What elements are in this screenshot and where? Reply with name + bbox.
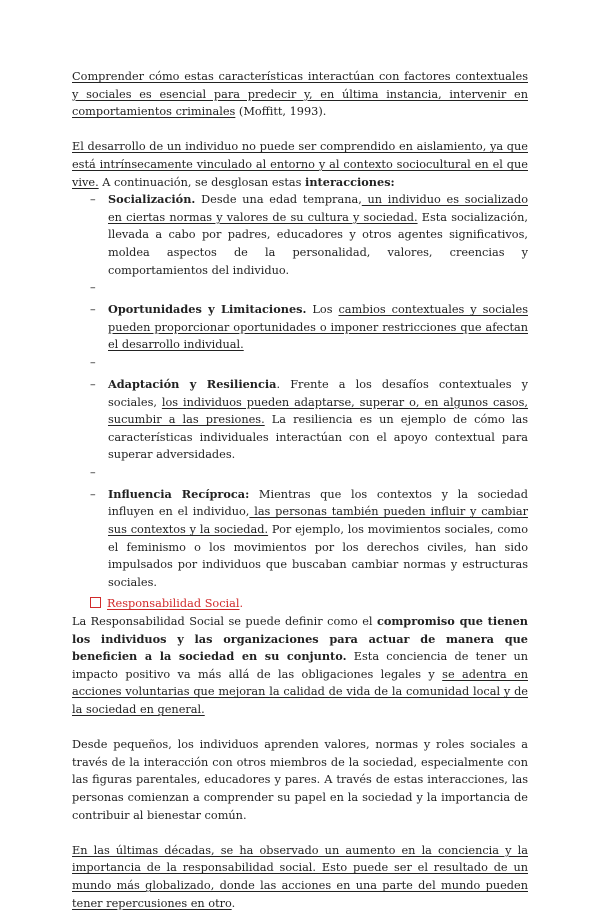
paragraph-learning: Desde pequeños, los individuos aprenden valores, normas y roles sociales a través de la interacción con otros miembros de la sociedad, especialmente con las figuras parentales, educadores y pares. A través de estas interacciones, las personas comienzan a comprender su papel en la sociedad y la importancia de contribuir al bienestar común. — [72, 738, 528, 822]
list-item-title: Adaptación y Resiliencia — [108, 376, 277, 391]
section-title: Responsabilidad Social — [107, 597, 240, 611]
list-item-title: Oportunidades y Limitaciones. — [108, 302, 307, 317]
underlined-text: las personas también pueden influir y cambiar sus contextos y la sociedad. — [108, 505, 528, 537]
paragraph-definition: La Responsabilidad Social se puede definir como el compromiso que tienen los individuos y las organizaciones para actuar de manera que beneficien a la sociedad en su conjunto. Esta conciencia de tener un impacto positivo va más allá de las obligaciones legales y se adentra en acciones voluntarias que mejoran la calidad de vida de la comunidad local y de la sociedad en general. — [72, 614, 528, 716]
list-item-title: Influencia Recíproca: — [108, 486, 250, 501]
spacer — [108, 279, 528, 301]
spacer — [108, 464, 528, 486]
document-page — [72, 68, 528, 912]
interactions-list — [72, 191, 528, 591]
citation: (Moffitt, 1993). — [235, 105, 327, 119]
underlined-text: un individuo es socializado en ciertas normas y valores de su cultura y sociedad. — [108, 193, 528, 224]
paragraph-intro — [72, 68, 528, 121]
list-item-oportunidades: – Oportunidades y Limitaciones. Los cambios contextuales y sociales pueden proporcionar oportunidades o imponer restricciones que afectan el desarrollo individual. — [108, 301, 528, 354]
list-item-title: Socialización. — [108, 192, 196, 207]
bold-term: interacciones: — [305, 174, 395, 189]
paragraph-decades: En las últimas décadas, se ha observado un aumento en la conciencia y la importancia de la responsabilidad social. Esto puede ser el resultado de un mundo más globalizado, donde las acciones en una parte del mundo pueden tener repercusiones en otro. — [72, 843, 528, 910]
underlined-text: Comprender cómo estas características interactúan con factores contextuales y sociales es esencial para predecir y, en última instancia, intervenir en comportamientos criminales — [72, 70, 528, 119]
underlined-text: se adentra en acciones voluntarias que mejoran la calidad de vida de la comunidad local y de la sociedad en general. — [72, 667, 528, 716]
underlined-text: En las últimas décadas, se ha observado un aumento en la conciencia y la importancia de la responsabilidad social. Esto puede ser el resultado de un mundo más globalizado, donde las acciones en una parte del mundo pueden tener repercusiones en otro — [72, 843, 528, 910]
underlined-text: El desarrollo de un individuo no puede ser comprendido en aislamiento, ya que está intrínsecamente vinculado al entorno y al contexto sociocultural en el que vive. — [72, 140, 528, 189]
list-item-adaptacion: – Adaptación y Resiliencia. Frente a los desafíos contextuales y sociales, los individuos pueden adaptarse, superar o, en algunos casos, sucumbir a las presiones. La resiliencia es un ejemplo de cómo las características individuales interactúan con el apoyo contextual para superar adversidades. — [108, 376, 528, 464]
paragraph-development: El desarrollo de un individuo no puede ser comprendido en aislamiento, ya que está intrínsecamente vinculado al entorno y al contexto sociocultural en el que vive. A continuación, se desglosan estas interacciones: — [72, 140, 528, 189]
spacer — [108, 354, 528, 376]
section-heading: Responsabilidad Social. — [90, 595, 528, 613]
bold-definition: compromiso que tienen los individuos y las organizaciones para actuar de manera que beneficien a la sociedad en su conjunto. — [72, 614, 528, 664]
underlined-text: cambios contextuales y sociales pueden proporcionar oportunidades o imponer restricciones que afectan el desarrollo individual. — [108, 303, 528, 352]
list-item-socializacion: – Socialización. Desde una edad temprana, un individuo es socializado en ciertas normas y valores de su cultura y sociedad. Esta socialización, llevada a cabo por padres, educadores y otros agentes significativos, moldea aspectos de la personalidad, valores, creencias y comportamientos del individuo. — [108, 191, 528, 279]
underlined-text: los individuos pueden adaptarse, superar o, en algunos casos, sucumbir a las presiones. — [108, 395, 529, 427]
list-item-influencia: – Influencia Recíproca: Mientras que los contextos y la sociedad influyen en el individuo, las personas también pueden influir y cambiar sus contextos y la sociedad. Por ejemplo, los movimientos sociales, como el feminismo o los movimientos por los derechos civiles, han sido impulsados por individuos que buscaban cambiar normas y estructuras sociales. — [108, 486, 528, 592]
checkbox-icon — [90, 597, 101, 608]
